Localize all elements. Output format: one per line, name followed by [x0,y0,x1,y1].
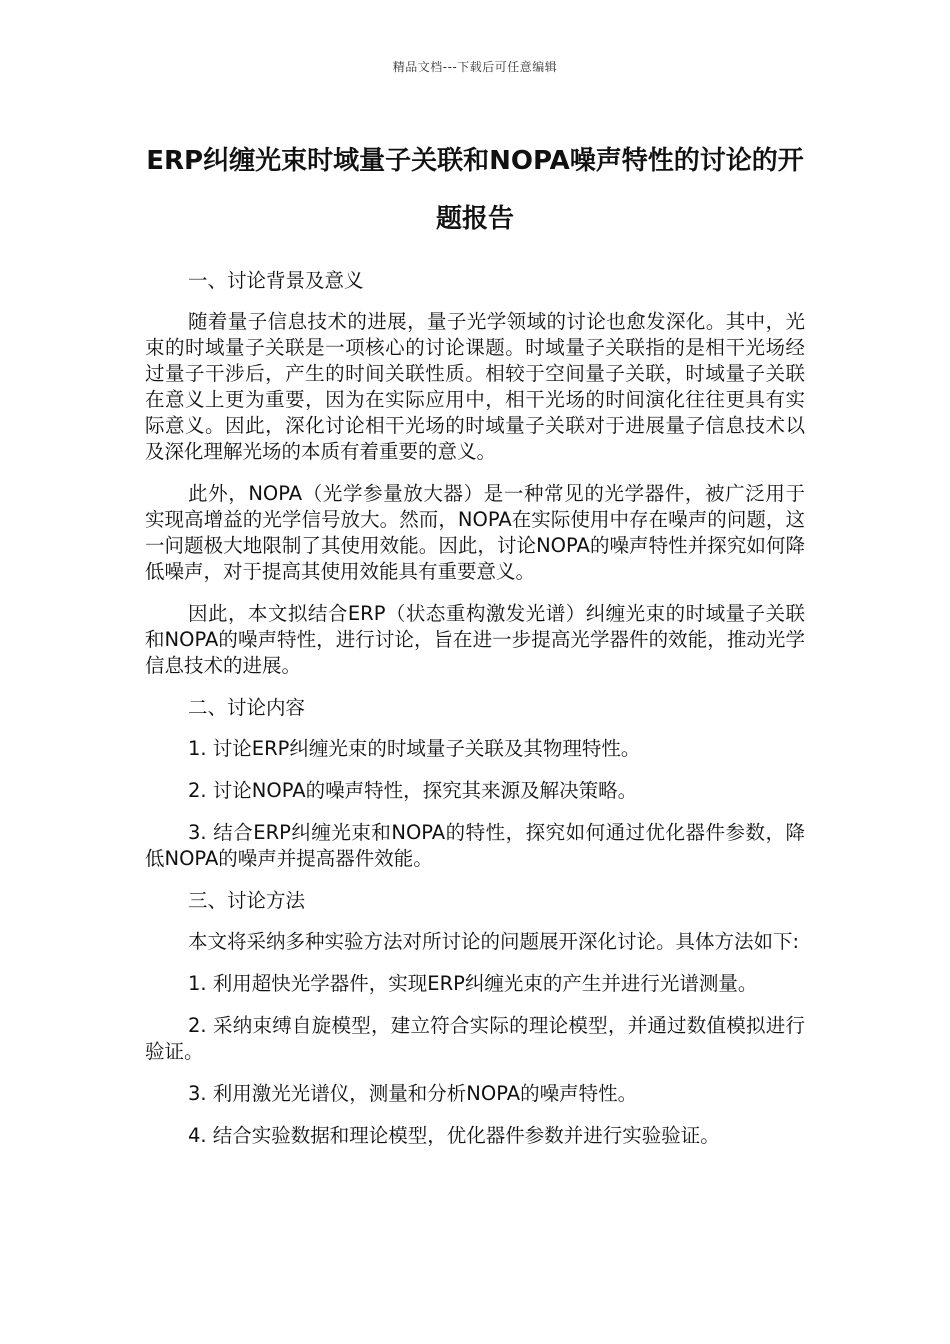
list-item-content-1: 1. 讨论ERP纠缠光束的时域量子关联及其物理特性。 [188,737,641,760]
header-note: 精品文档---下载后可任意编辑 [392,60,558,74]
document-title: ERP纠缠光束时域量子关联和NOPA噪声特性的讨论的开题报告 [146,146,804,234]
list-item-content-2: 2. 讨论NOPA的噪声特性，探究其来源及解决策略。 [188,779,638,802]
paragraph-background-1: 随着量子信息技术的进展，量子光学领域的讨论也愈发深化。其中，光束的时域量子关联是一项核心的讨论课题。时域量子关联指的是相干光场经过量子干涉后，产生的时间关联性质。相较于空间量子关联，时域量子关联在意义上更为重要，因为在实际应用中，相干光场的时间演化往往更具有实际意义。因此，深化讨论相干光场的时域量子关联对于进展量子信息技术以及深化理解光场的本质有着重要的意义。 [145,310,805,463]
paragraph-background-2: 此外，NOPA（光学参量放大器）是一种常见的光学器件，被广泛用于实现高增益的光学信号放大。然而，NOPA在实际使用中存在噪声的问题，这一问题极大地限制了其使用效能。因此，讨论NOPA的噪声特性并探究如何降低噪声，对于提高其使用效能具有重要意义。 [145,482,805,583]
list-item-method-2: 2. 采纳束缚自旋模型，建立符合实际的理论模型，并通过数值模拟进行验证。 [145,1014,805,1063]
section-heading-method: 三、讨论方法 [188,889,306,912]
list-item-content-3: 3. 结合ERP纠缠光束和NOPA的特性，探究如何通过优化器件参数，降低NOPA的噪声并提高器件效能。 [145,821,805,870]
paragraph-method-intro: 本文将采纳多种实验方法对所讨论的问题展开深化讨论。具体方法如下: [188,930,800,953]
section-heading-content: 二、讨论内容 [188,696,306,719]
list-item-method-1: 1. 利用超快光学器件，实现ERP纠缠光束的产生并进行光谱测量。 [188,972,758,995]
paragraph-background-3: 因此，本文拟结合ERP（状态重构激发光谱）纠缠光束的时域量子关联和NOPA的噪声特性，进行讨论，旨在进一步提高光学器件的效能，推动光学信息技术的进展。 [145,602,805,677]
section-heading-background: 一、讨论背景及意义 [188,269,364,292]
list-item-method-3: 3. 利用激光光谱仪，测量和分析NOPA的噪声特性。 [188,1082,638,1105]
document-body [145,268,805,1165]
list-item-method-4: 4. 结合实验数据和理论模型，优化器件参数并进行实验验证。 [188,1124,720,1147]
